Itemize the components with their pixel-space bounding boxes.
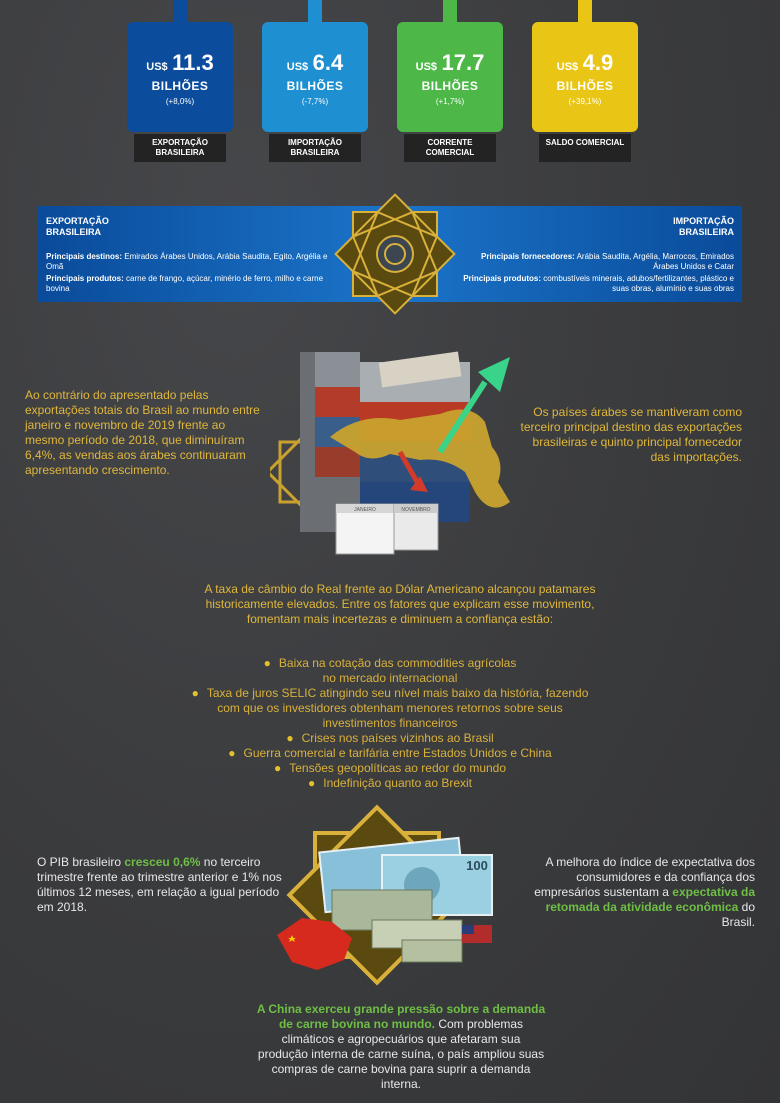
import-prod-text: combustíveis minerais, adubos/fertilizantes, plástico e suas obras, alumínio e suas obras	[543, 274, 734, 293]
kpi-value: 11.3	[172, 50, 214, 75]
expectation-text: A melhora do índice de expectativa dos consumidores e da confiança dos empresários sustentam a expectativa da retomada da atividade econômica do Brasil.	[534, 855, 755, 929]
import-supp-label: Principais fornecedores:	[481, 252, 575, 261]
import-prod-label: Principais produtos:	[463, 274, 541, 283]
kpi-change: (+39,1%)	[568, 97, 602, 106]
exchange-intro: A taxa de câmbio do Real frente ao Dólar Americano alcançou patamares historicamente elevados. Entre os fatores que explicam esse movimento, fomentam mais incertezas e diminuem a confiança estão:	[204, 582, 596, 626]
list-item: ● Tensões geopolíticas ao redor do mundo	[273, 761, 507, 775]
kpi-card-balance	[532, 22, 638, 132]
pib-text: O PIB brasileiro cresceu 0,6% no terceiro trimestre frente ao trimestre anterior e 1% nos últimos 12 meses, em relação a igual período em 2018.	[37, 855, 282, 914]
exchange-factors-list	[180, 656, 600, 791]
list-item: ● Indefinição quanto ao Brexit	[307, 776, 473, 790]
kpi-stem	[308, 0, 322, 22]
kpi-unit: BILHÕES	[286, 79, 344, 93]
arab-exports-text: Ao contrário do apresentado pelas exportações totais do Brasil ao mundo entre janeiro e novembro de 2019 frente ao mesmo período de 2018, que diminuíram 6,4%, as vendas aos árabes continuaram apresentando crescimento.	[25, 388, 260, 477]
kpi-card-export	[127, 22, 233, 132]
export-products	[46, 274, 336, 294]
kpi-unit: BILHÕES	[421, 79, 479, 93]
kpi-card-import	[262, 22, 368, 132]
list-item: ● Taxa de juros SELIC atingindo seu nível mais baixo da história, fazendo com que os investidores obtenham menores retornos sobre seus investimentos financeiros	[191, 686, 589, 730]
import-supp-text: Arábia Saudita, Argélia, Marrocos, Emirados Árabes Unidos e Catar	[576, 252, 734, 271]
kpi-currency: US$	[415, 61, 438, 73]
kpi-label: IMPORTAÇÃO BRASILEIRA	[269, 134, 361, 162]
kpi-change: (+8,0%)	[165, 97, 195, 106]
export-prod-label: Principais produtos:	[46, 274, 124, 283]
import-title-wrap	[634, 216, 734, 238]
calendar-month-1: JANEIRO	[354, 507, 376, 513]
kpi-card-trade-flow	[397, 22, 503, 132]
kpi-label: CORRENTE COMERCIAL	[404, 134, 496, 162]
kpi-stem	[443, 0, 457, 22]
arab-rank-text: Os países árabes se mantiveram como terceiro principal destino das exportações brasileiras e quinto principal fornecedor das importações.	[520, 405, 742, 464]
kpi-unit: BILHÕES	[151, 79, 209, 93]
import-suppliers	[454, 252, 734, 272]
china-text: A China exerceu grande pressão sobre a demanda de carne bovina no mundo. Com problemas climáticos e agropecuários que afetaram sua produção interna de carne suína, o país ampliou suas compras de carne bovina para suprir a demanda interna.	[256, 1002, 546, 1091]
kpi-currency: US$	[556, 61, 579, 73]
kpi-value: 4.9	[582, 50, 614, 75]
kpi-currency: US$	[146, 61, 168, 73]
export-title-wrap	[46, 216, 146, 238]
arabesque-ornament-icon	[325, 192, 465, 316]
money-illustration	[272, 800, 512, 1000]
export-prod-text: carne de frango, açúcar, minério de ferro, milho e carne bovina	[46, 274, 324, 293]
calendar-month-2: NOVEMBRO	[401, 507, 431, 513]
kpi-currency: US$	[286, 61, 309, 73]
containers-map-illustration	[270, 342, 530, 572]
list-item: ● Crises nos países vizinhos ao Brasil	[286, 731, 494, 745]
banknote-value: 100	[466, 858, 488, 873]
kpi-label: SALDO COMERCIAL	[539, 134, 631, 162]
export-dest-label: Principais destinos:	[46, 252, 123, 261]
list-item: ● Guerra comercial e tarifária entre Estados Unidos e China	[228, 746, 552, 760]
kpi-value: 17.7	[441, 50, 485, 75]
kpi-change: (+1,7%)	[435, 97, 465, 106]
kpi-label: EXPORTAÇÃO BRASILEIRA	[134, 134, 226, 162]
kpi-unit: BILHÕES	[556, 79, 614, 93]
kpi-stem	[173, 0, 187, 22]
export-title: EXPORTAÇÃO BRASILEIRA	[46, 216, 109, 237]
kpi-value: 6.4	[312, 50, 344, 75]
export-destinations	[46, 252, 336, 272]
import-products	[454, 274, 734, 294]
export-dest-text: Emirados Árabes Unidos, Arábia Saudita, Egito, Argélia e Omã	[46, 252, 328, 271]
import-title: IMPORTAÇÃO BRASILEIRA	[673, 216, 734, 237]
list-item: ● Baixa na cotação das commodities agrícolas no mercado internacional	[263, 656, 517, 685]
kpi-stem	[578, 0, 592, 22]
kpi-change: (-7,7%)	[301, 97, 329, 106]
